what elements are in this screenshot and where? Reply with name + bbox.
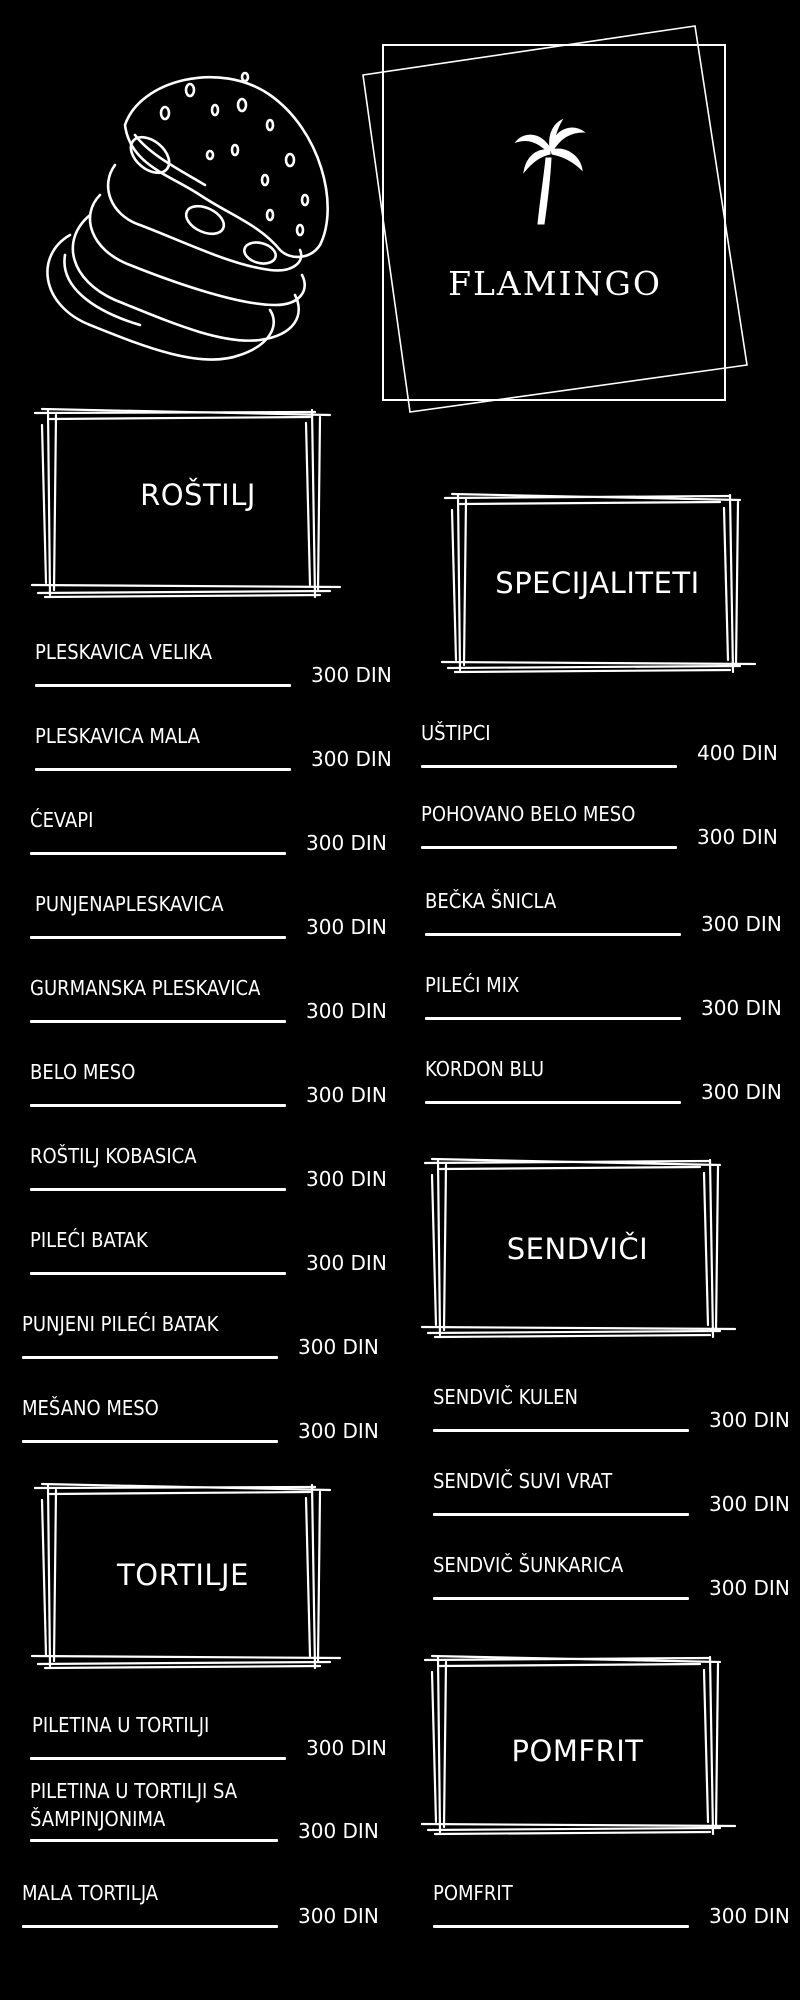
section-title-specijaliteti: SPECIJALITETI	[495, 566, 700, 600]
item-price: 300 DIN	[298, 1819, 379, 1843]
item-price: 300 DIN	[306, 915, 387, 939]
section-title-pomfrit: POMFRIT	[511, 1734, 644, 1768]
item-price: 300 DIN	[306, 1251, 387, 1275]
item-price: 300 DIN	[701, 912, 782, 936]
item-price: 300 DIN	[298, 1419, 379, 1443]
item-price: 300 DIN	[701, 996, 782, 1020]
item-price: 300 DIN	[709, 1492, 790, 1516]
item-price: 300 DIN	[709, 1904, 790, 1928]
palm-tree-icon	[510, 118, 590, 228]
item-price: 300 DIN	[709, 1576, 790, 1600]
item-price: 300 DIN	[306, 831, 387, 855]
item-price: 300 DIN	[306, 1167, 387, 1191]
section-title-rostilj: ROŠTILJ	[140, 478, 256, 512]
item-price: 300 DIN	[298, 1904, 379, 1928]
item-price: 400 DIN	[697, 741, 778, 765]
item-price: 300 DIN	[311, 747, 392, 771]
brand-name: FLAMINGO	[448, 264, 662, 303]
item-price: 300 DIN	[311, 663, 392, 687]
section-title-sendvici: SENDVIČI	[506, 1232, 649, 1266]
item-price: 300 DIN	[697, 825, 778, 849]
burger-illustration	[30, 55, 340, 375]
item-price: 300 DIN	[306, 1736, 387, 1760]
item-price: 300 DIN	[298, 1335, 379, 1359]
section-title-tortilje: TORTILJE	[117, 1558, 249, 1592]
item-price: 300 DIN	[701, 1080, 782, 1104]
item-price: 300 DIN	[709, 1408, 790, 1432]
item-price: 300 DIN	[306, 1083, 387, 1107]
item-price: 300 DIN	[306, 999, 387, 1023]
